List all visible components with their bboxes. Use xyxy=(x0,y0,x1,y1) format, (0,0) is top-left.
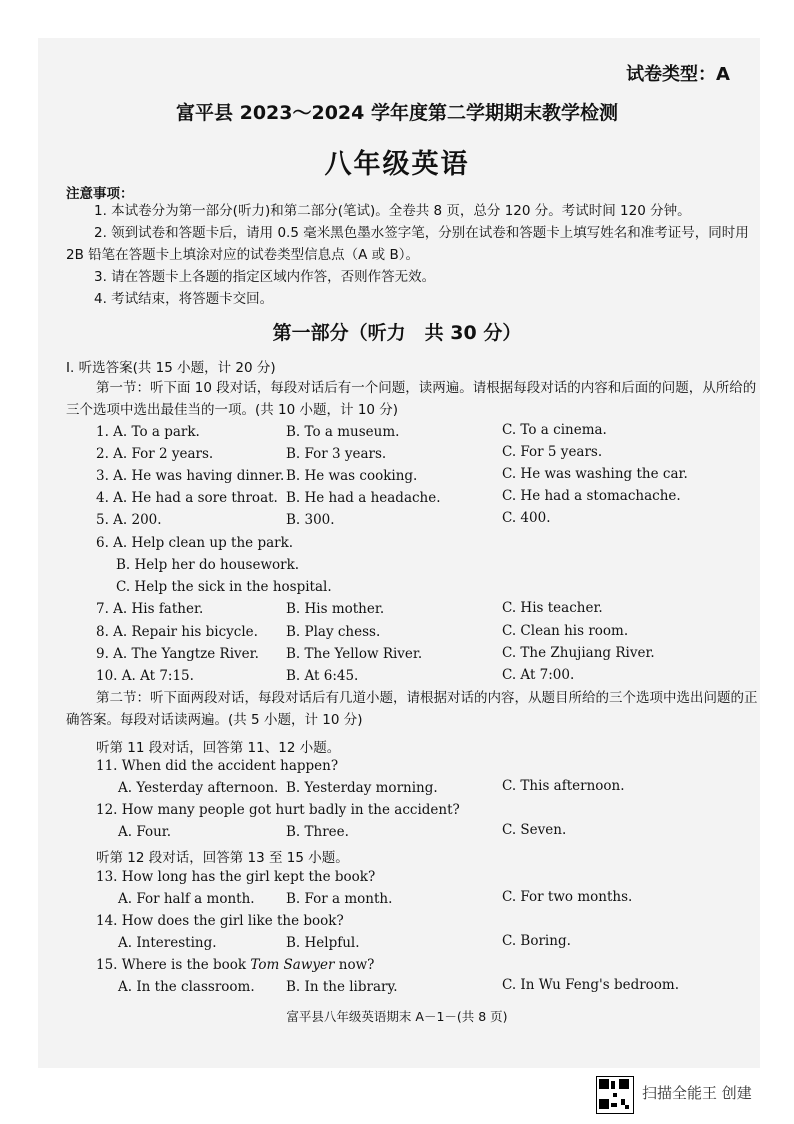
q5-option-c: C. 400. xyxy=(502,510,551,526)
q11-option-b: B. Yesterday morning. xyxy=(286,780,438,796)
q15-option-c: C. In Wu Feng's bedroom. xyxy=(502,977,680,993)
q1-option-c: C. To a cinema. xyxy=(502,422,607,438)
q14-option-c: C. Boring. xyxy=(502,933,571,949)
q15-book-title: Tom Sawyer xyxy=(250,957,335,973)
q2-option-a: 2. A. For 2 years. xyxy=(96,446,214,462)
q8-option-a: 8. A. Repair his bicycle. xyxy=(96,624,258,640)
qr-code-icon xyxy=(596,1076,634,1114)
q8-option-b: B. Play chess. xyxy=(286,624,381,640)
q12-option-c: C. Seven. xyxy=(502,822,567,838)
section-two-instructions: 第二节：听下面两段对话，每段对话后有几道小题，请根据对话的内容，从题目所给的三个选项中选出问题的正确答案。每段对话读两遍。(共 5 小题，计 10 分) xyxy=(66,690,758,728)
notes-heading: 注意事项： xyxy=(66,186,134,202)
q4-option-b: B. He had a headache. xyxy=(286,490,441,506)
q11-option-a: A. Yesterday afternoon. xyxy=(118,780,279,796)
note-item-3: 3. 请在答题卡上各题的指定区域内作答，否则作答无效。 xyxy=(94,269,436,285)
section-one-instructions: 第一节：听下面 10 段对话，每段对话后有一个问题，读两遍。请根据每段对话的内容和后面的问题，从所给的三个选项中选出最佳当的一项。(共 10 小题，计 10 分) xyxy=(66,380,757,418)
q3-option-b: B. He was cooking. xyxy=(286,468,418,484)
paper-type: 试卷类型：A xyxy=(626,64,730,85)
q1-option-b: B. To a museum. xyxy=(286,424,400,440)
exam-title: 富平县 2023～2024 学年度第二学期期末教学检测 xyxy=(176,102,618,124)
q7-option-a: 7. A. His father. xyxy=(96,601,204,617)
q10-option-a: 10. A. At 7:15. xyxy=(96,668,194,684)
q13-stem: 13. How long has the girl kept the book? xyxy=(96,869,376,885)
section-heading: Ⅰ. 听选答案(共 15 小题，计 20 分) xyxy=(66,360,276,376)
q12-option-a: A. Four. xyxy=(118,824,172,840)
q9-option-a: 9. A. The Yangtze River. xyxy=(96,646,259,662)
q2-option-b: B. For 3 years. xyxy=(286,446,387,462)
q7-option-b: B. His mother. xyxy=(286,601,385,617)
q15-option-b: B. In the library. xyxy=(286,979,398,995)
q12-stem: 12. How many people got hurt badly in the accident? xyxy=(96,802,460,818)
q13-option-a: A. For half a month. xyxy=(118,891,255,907)
q3-option-a: 3. A. He was having dinner. xyxy=(96,468,285,484)
q10-option-c: C. At 7:00. xyxy=(502,667,575,683)
q12-option-b: B. Three. xyxy=(286,824,349,840)
q7-option-c: C. His teacher. xyxy=(502,600,603,616)
q13-option-c: C. For two months. xyxy=(502,889,633,905)
page-footer: 富平县八年级英语期末 A－1－(共 8 页) xyxy=(286,1009,508,1024)
q6-option-b: B. Help her do housework. xyxy=(116,557,300,573)
exam-subject: 八年级英语 xyxy=(324,149,470,180)
dialog-11-instruction: 听第 11 段对话，回答第 11、12 小题。 xyxy=(96,740,341,756)
q1-option-a: 1. A. To a park. xyxy=(96,424,200,440)
q4-option-c: C. He had a stomachache. xyxy=(502,488,681,504)
q15-option-a: A. In the classroom. xyxy=(118,979,255,995)
q4-option-a: 4. A. He had a sore throat. xyxy=(96,490,278,506)
q14-stem: 14. How does the girl like the book? xyxy=(96,913,344,929)
q5-option-a: 5. A. 200. xyxy=(96,512,162,528)
note-item-1: 1. 本试卷分为第一部分(听力)和第二部分(笔试)。全卷共 8 页，总分 120 分。考试时间 120 分钟。 xyxy=(94,203,691,219)
q15-stem-start: 15. Where is the book xyxy=(96,957,251,973)
q8-option-c: C. Clean his room. xyxy=(502,623,629,639)
q15-stem xyxy=(96,957,374,973)
q15-stem-end: now? xyxy=(334,957,375,973)
q3-option-c: C. He was washing the car. xyxy=(502,466,688,482)
q2-option-c: C. For 5 years. xyxy=(502,444,603,460)
scanner-watermark: 扫描全能王 创建 xyxy=(642,1084,752,1102)
q13-option-b: B. For a month. xyxy=(286,891,393,907)
q9-option-b: B. The Yellow River. xyxy=(286,646,423,662)
dialog-12-instruction: 听第 12 段对话，回答第 13 至 15 小题。 xyxy=(96,850,349,866)
q6-option-c: C. Help the sick in the hospital. xyxy=(116,579,332,595)
note-item-4: 4. 考试结束，将答题卡交回。 xyxy=(94,291,274,307)
note-item-2: 2. 领到试卷和答题卡后，请用 0.5 毫米黑色墨水签字笔，分别在试卷和答题卡上填写姓名和准考证号，同时用 2B 铅笔在答题卡上填涂对应的试卷类型信息点（A 或 B）。 xyxy=(66,225,749,263)
part-one-title: 第一部分（听力 共 30 分） xyxy=(272,322,522,344)
q9-option-c: C. The Zhujiang River. xyxy=(502,645,655,661)
q14-option-a: A. Interesting. xyxy=(118,935,217,951)
q6-option-a: 6. A. Help clean up the park. xyxy=(96,535,294,551)
q5-option-b: B. 300. xyxy=(286,512,335,528)
q11-option-c: C. This afternoon. xyxy=(502,778,625,794)
q10-option-b: B. At 6:45. xyxy=(286,668,359,684)
q11-stem: 11. When did the accident happen? xyxy=(96,758,339,774)
q14-option-b: B. Helpful. xyxy=(286,935,360,951)
